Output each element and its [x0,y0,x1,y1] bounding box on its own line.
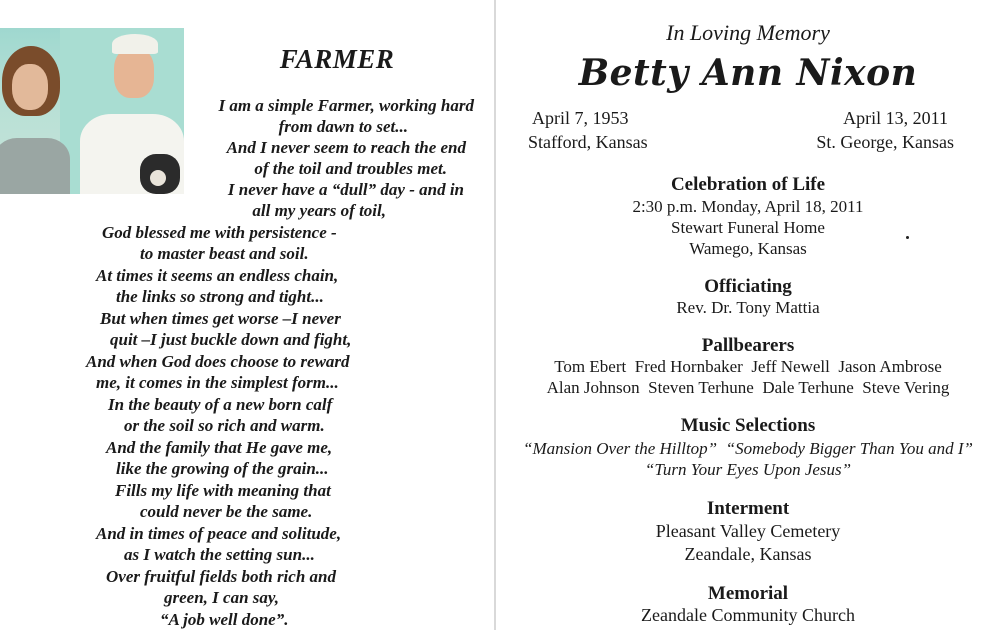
officiating-heading: Officiating [704,276,792,297]
officiant-name: Rev. Dr. Tony Mattia [676,298,820,317]
celebration-time: 2:30 p.m. Monday, April 18, 2011 [632,197,864,216]
birth-date: April 7, 1953 [532,108,629,128]
poem-line: like the growing of the grain... [116,459,329,478]
poem-line: I am a simple Farmer, working hard [218,96,474,115]
pallbearers-heading: Pallbearers [701,335,795,356]
poem-line: the links so strong and tight... [116,287,324,306]
poem-line: But when times get worse –I never [100,309,341,328]
poem-line: all my years of toil, [252,201,386,220]
music-selection: “Mansion Over the Hilltop” “Somebody Bigger Than You and I” [523,439,973,458]
poem-line: And when God does choose to reward [86,352,350,371]
memorial-heading: In Loving Memory [666,20,830,45]
poem-line: to master beast and soil. [140,244,309,263]
print-speck [906,236,909,239]
poem-title: FARMER [279,44,395,74]
service-panel [496,0,1000,630]
poem-line: God blessed me with persistence - [102,223,337,242]
poem-line: Fills my life with meaning that [115,481,331,500]
memorial-service-heading: Memorial [707,583,789,604]
poem-line: “A job well done”. [160,610,289,629]
interment-place: Pleasant Valley Cemetery [655,521,841,541]
poem-line: green, I can say, [164,588,280,607]
celebration-heading: Celebration of Life [670,174,826,195]
poem-line: I never have a “dull” day - and in [227,180,464,199]
death-date: April 13, 2011 [843,108,948,128]
celebration-city: Wamego, Kansas [689,239,807,258]
family-photo [0,28,184,194]
poem-line: me, it comes in the simplest form... [96,373,339,392]
poem-line: or the soil so rich and warm. [124,416,325,435]
interment-city: Zeandale, Kansas [684,544,812,564]
poem-line: as I watch the setting sun... [124,545,315,564]
pallbearers-row: Alan Johnson Steven Terhune Dale Terhune Steve Vering [546,378,950,397]
music-heading: Music Selections [680,415,816,436]
birth-place: Stafford, Kansas [528,132,648,152]
poem-line: Over fruitful fields both rich and [106,567,336,586]
poem-line: quit –I just buckle down and fight, [110,330,352,349]
poem-line: In the beauty of a new born calf [108,395,333,414]
poem-line: And the family that He gave me, [106,438,333,457]
interment-heading: Interment [706,498,790,519]
poem-line: of the toil and troubles met. [254,159,447,178]
poem-panel [0,0,494,630]
deceased-name: Betty Ann Nixon [578,52,918,94]
pallbearers-row: Tom Ebert Fred Hornbaker Jeff Newell Jason Ambrose [554,357,942,376]
death-place: St. George, Kansas [816,132,954,152]
poem-line: could never be the same. [140,502,313,521]
poem-line: from dawn to set... [278,117,408,136]
poem-line: At times it seems an endless chain, [96,266,339,285]
music-selection: “Turn Your Eyes Upon Jesus” [644,460,852,479]
celebration-venue: Stewart Funeral Home [671,218,825,237]
poem-line: And in times of peace and solitude, [96,524,342,543]
poem-line: And I never seem to reach the end [226,138,466,157]
memorial-service-place: Zeandale Community Church [641,605,855,625]
